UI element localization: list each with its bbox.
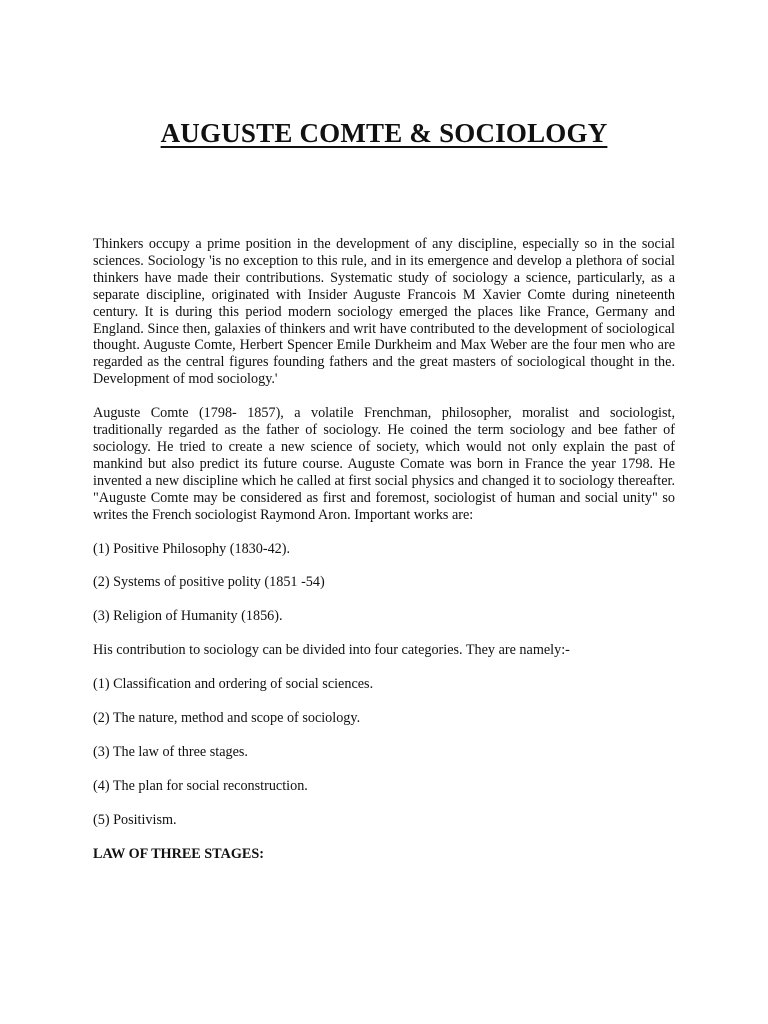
works-item: (1) Positive Philosophy (1830-42). (93, 540, 291, 557)
document-title: AUGUSTE COMTE & SOCIOLOGY (160, 118, 608, 148)
contribution-item: (4) The plan for social reconstruction. (93, 777, 308, 794)
contribution-item: (2) The nature, method and scope of sociology. (93, 710, 361, 727)
contribution-item: (3) The law of three stages. (93, 743, 248, 760)
section-heading: LAW OF THREE STAGES: (93, 845, 264, 862)
contribution-intro: His contribution to sociology can be divided into four categories. They are namely:- (93, 642, 570, 659)
contribution-item: (1) Classification and ordering of social sciences. (93, 676, 374, 693)
document-body (93, 236, 675, 863)
contributions-list (93, 676, 675, 829)
biography-paragraph: Auguste Comte (1798- 1857), a volatile Frenchman, philosopher, moralist and sociologist, traditionally regarded as the father of sociology. He coined the term sociology and bee father of sociology. He tried to create a new science of society, which would not only explain the past of mankind but also predict its future course. Auguste Comate was born in France the year 1798. He invented a new discipline which he called at first social physics and changed it to sociology thereafter. "Auguste Comte may be considered as first and foremost, sociologist of human and social unity" so writes the French sociologist Raymond Aron. Important works are: (93, 405, 675, 523)
intro-paragraph: Thinkers occupy a prime position in the development of any discipline, especially so in the social sciences. Sociology 'is no exception to this rule, and in its emergence and develop a plethora of social thinkers have made their contributions. Systematic study of sociology a science, particularly, as a separate discipline, originated with Insider Auguste Francois M Xavier Comte during nineteenth century. It is during this period modern sociology emerged the places like France, Germany and England. Since then, galaxies of thinkers and writ have contributed to the development of sociological thought. Auguste Comte, Herbert Spencer Emile Durkheim and Max Weber are the four men who are regarded as the central figures founding fathers and the great masters of sociological thought in the. Development of mod sociology.' (93, 236, 675, 388)
works-list (93, 541, 675, 626)
works-item: (2) Systems of positive polity (1851 -54) (93, 574, 325, 591)
works-item: (3) Religion of Humanity (1856). (93, 608, 283, 625)
contribution-item: (5) Positivism. (93, 811, 177, 828)
